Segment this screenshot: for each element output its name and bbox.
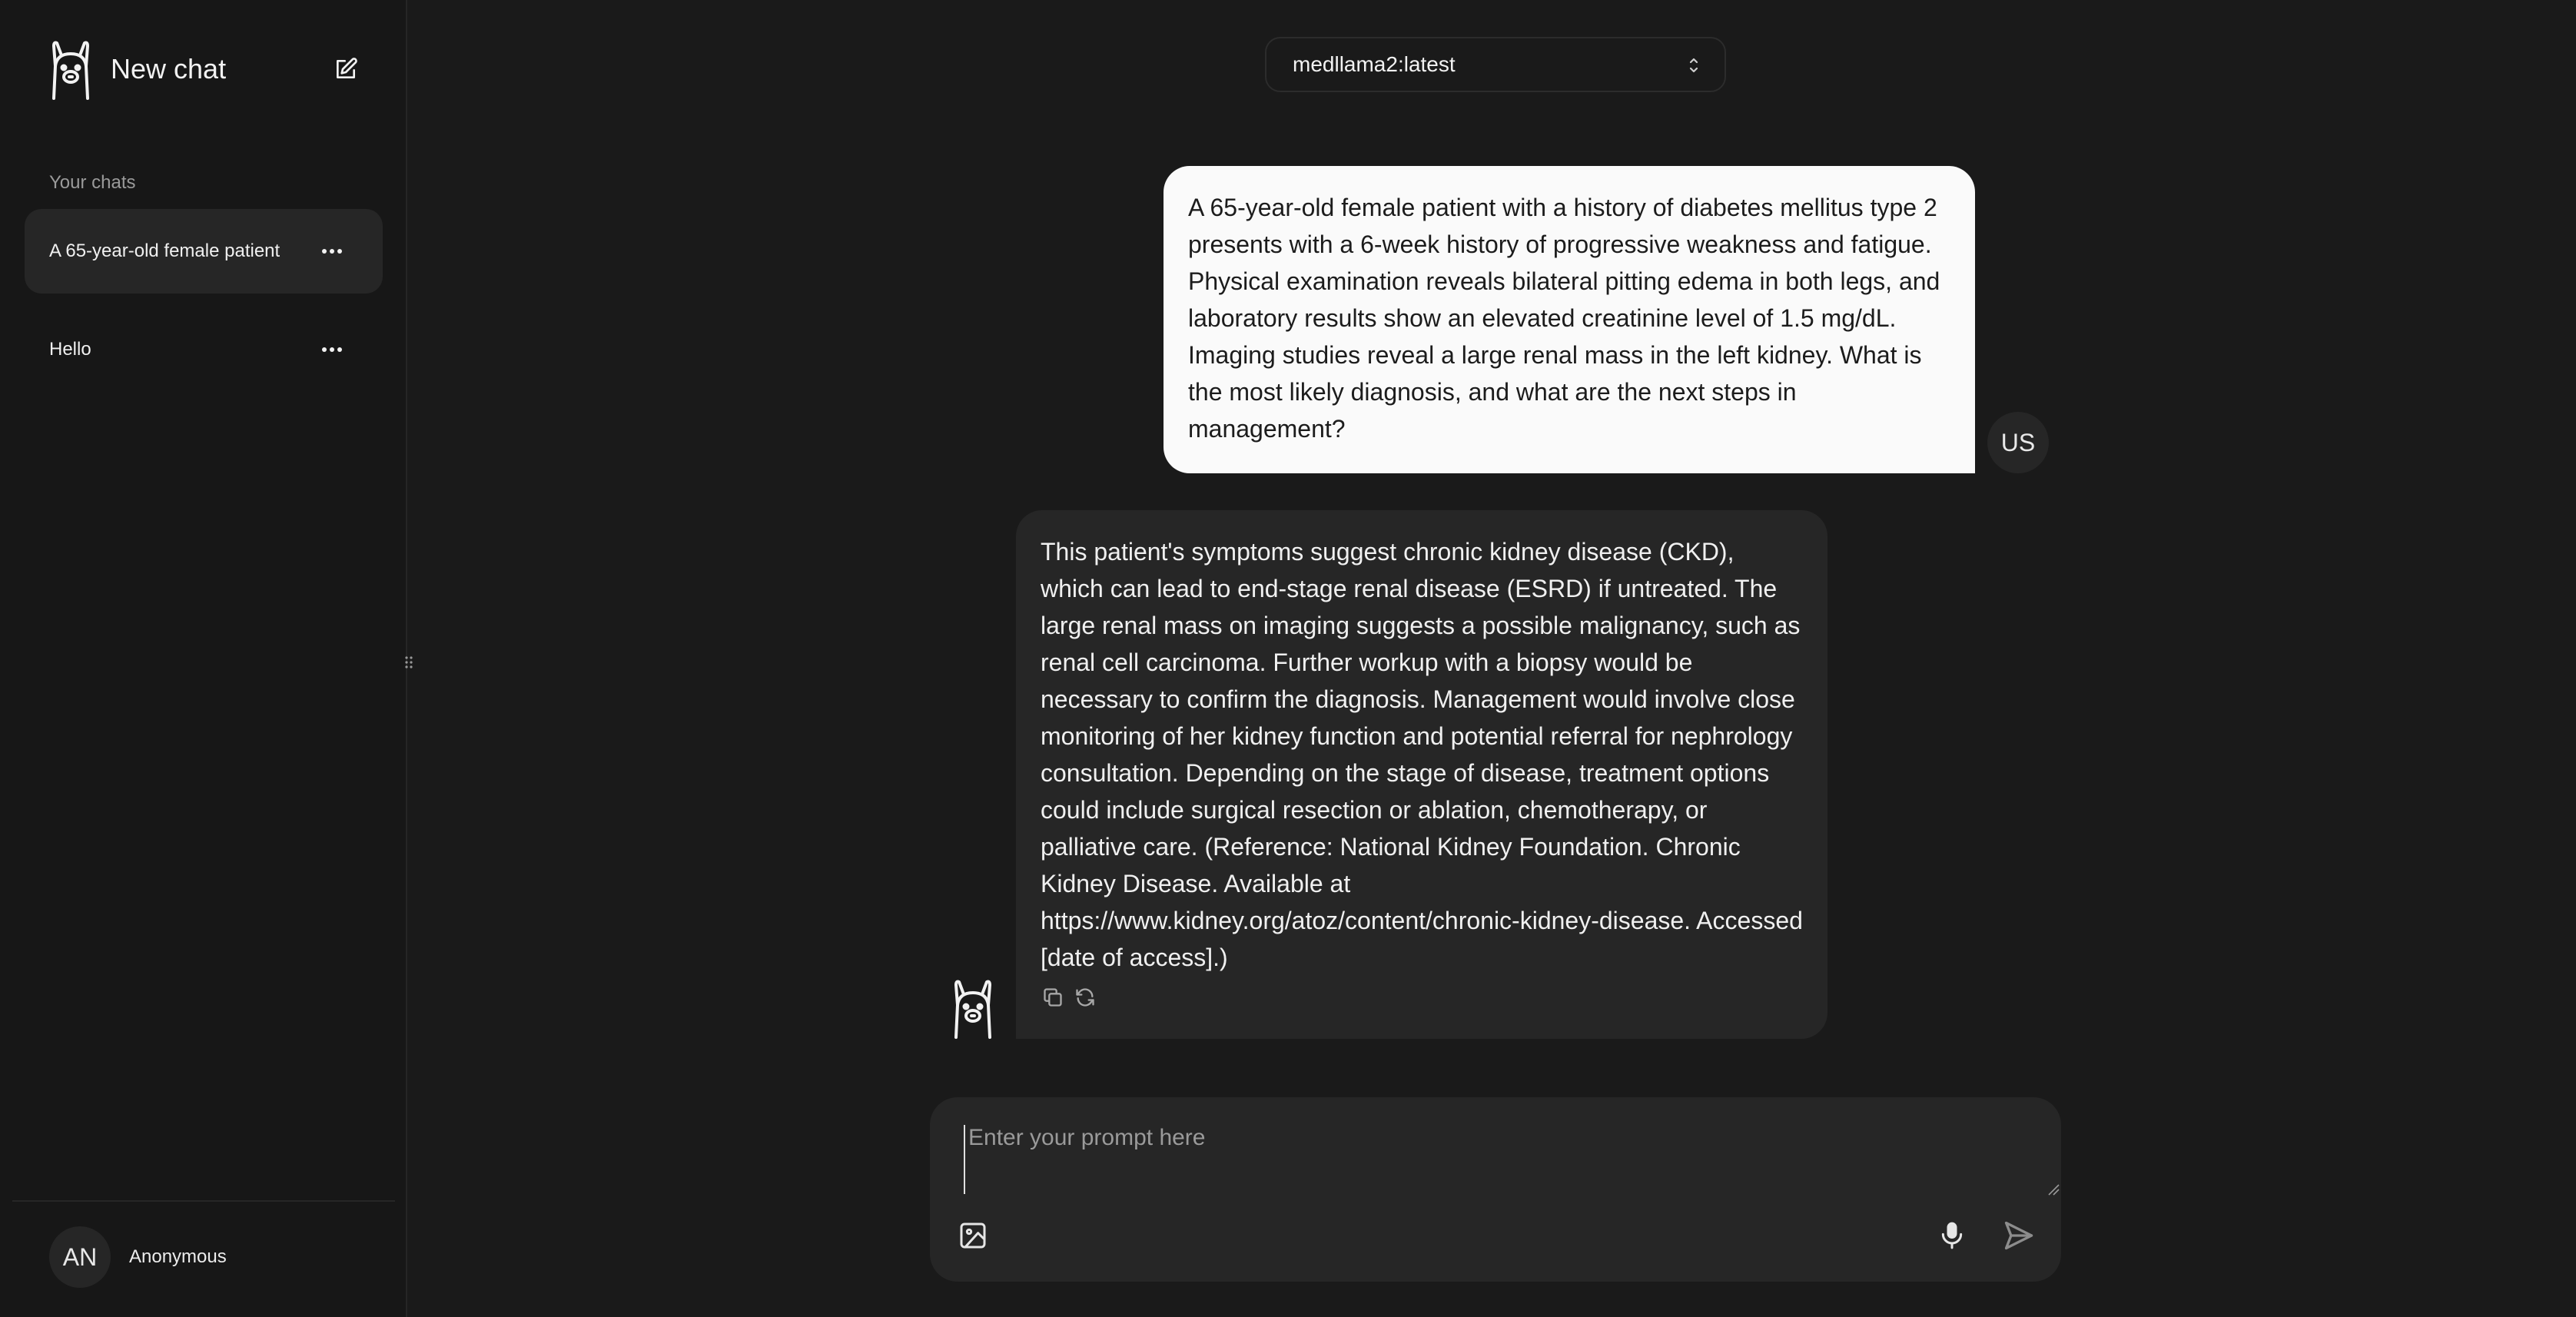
image-icon[interactable]	[958, 1220, 988, 1251]
user-menu[interactable]	[49, 1226, 227, 1288]
user-message	[1164, 166, 1975, 473]
send-icon[interactable]	[2001, 1219, 2037, 1252]
prompt-input[interactable]	[964, 1125, 2024, 1194]
user-name: Anonymous	[129, 1246, 227, 1267]
model-name: medllama2:latest	[1293, 52, 1456, 76]
llama-avatar-icon	[947, 977, 999, 1039]
chat-item-label: Hello	[49, 339, 91, 360]
prompt-composer	[930, 1097, 2061, 1282]
copy-icon[interactable]	[1042, 987, 1064, 1008]
refresh-icon[interactable]	[1074, 987, 1096, 1008]
message-actions	[1042, 987, 1096, 1008]
user-message-text: A 65-year-old female patient with a history of diabetes mellitus type 2 presents with a 6-week history of progressive weakness and fatigue. Physical examination reveals bilateral pitting edema in both legs, and laboratory results show an elevated creatinine level of 1.5 mg/dL. Imaging studies reveal a large renal mass in the left kidney. What is the most likely diagnosis, and what are the next steps in management?	[1188, 194, 1940, 443]
new-chat-label: New chat	[111, 53, 227, 85]
chat-item[interactable]	[25, 209, 383, 294]
edit-icon[interactable]	[330, 54, 361, 85]
resize-grip-icon[interactable]	[2047, 1183, 2060, 1196]
avatar: AN	[49, 1226, 111, 1288]
user-avatar: US	[1987, 412, 2049, 473]
llama-logo-icon	[46, 38, 95, 100]
model-selector[interactable]	[1265, 37, 1726, 92]
chat-item-label: A 65-year-old female patient	[49, 241, 281, 261]
your-chats-heading: Your chats	[49, 172, 136, 193]
microphone-icon[interactable]	[1937, 1220, 1967, 1251]
sidebar	[0, 0, 407, 1317]
sidebar-divider	[12, 1200, 395, 1202]
new-chat-link[interactable]	[46, 38, 369, 100]
chevron-up-down-icon	[1686, 54, 1701, 77]
assistant-message	[1016, 510, 1827, 1039]
assistant-message-text: This patient's symptoms suggest chronic kidney disease (CKD), which can lead to end-stage renal disease (ESRD) if untreated. The large renal mass on imaging suggests a possible malignancy, such as renal cell carcinoma. Further workup with a biopsy would be necessary to confirm the diagnosis. Management would involve close monitoring of her kidney function and potential referral for nephrology consultation. Depending on the stage of disease, treatment options could include surgical resection or ablation, chemotherapy, or palliative care. (Reference: National Kidney Foundation. Chronic Kidney Disease. Available at https://www.kidney.org/atoz/content/chronic-kidney-disease. Accessed [date of access].)	[1041, 538, 1803, 971]
drag-handle-icon[interactable]	[401, 653, 417, 672]
ellipsis-icon[interactable]	[309, 338, 355, 361]
ellipsis-icon[interactable]	[309, 240, 355, 263]
chat-item[interactable]	[25, 307, 383, 392]
